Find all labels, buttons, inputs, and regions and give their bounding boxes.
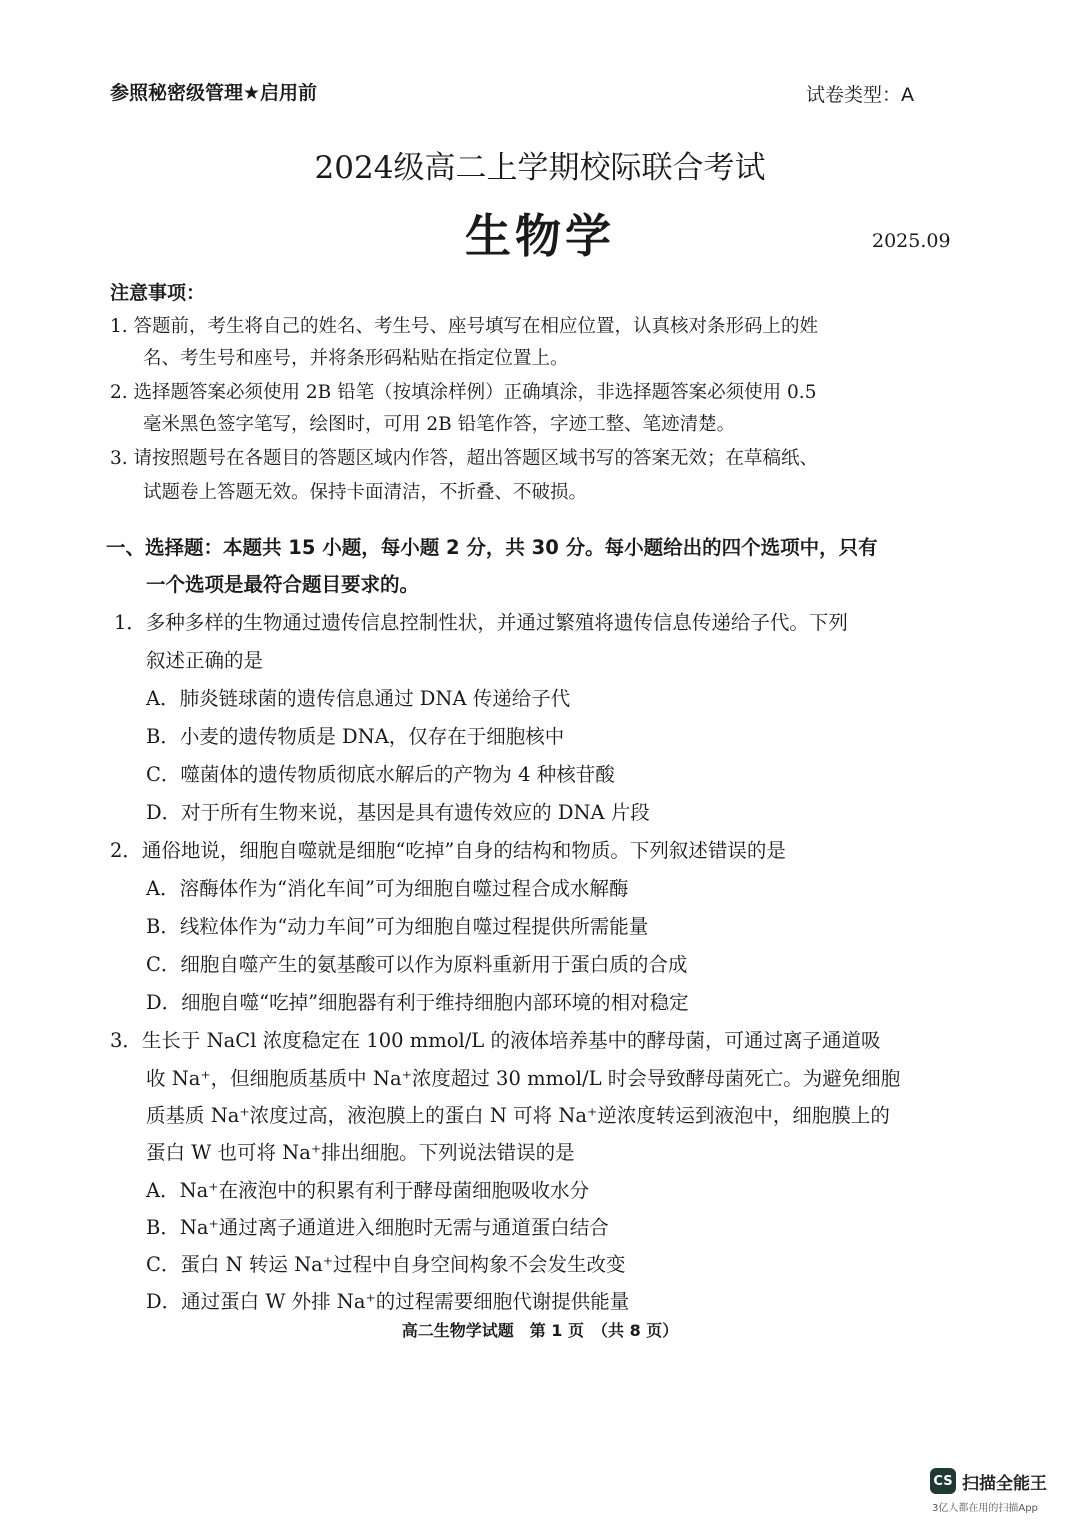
page-footer: 高二生物学试题 第 1 页 （共 8 页）	[401, 1321, 679, 1340]
question-stem: 质基质 Na⁺浓度过高，液泡膜上的蛋白 N 可将 Na⁺逆浓度转运到液泡中，细胞膜上的	[146, 1104, 890, 1127]
option-c: C．细胞自噬产生的氨基酸可以作为原料重新用于蛋白质的合成	[146, 953, 688, 976]
option-d: D．对于所有生物来说，基因是具有遗传效应的 DNA 片段	[146, 801, 650, 824]
question-stem: 叙述正确的是	[146, 649, 264, 672]
option-c: C．蛋白 N 转运 Na⁺过程中自身空间构象不会发生改变	[146, 1253, 626, 1276]
question-stem: 蛋白 W 也可将 Na⁺排出细胞。下列说法错误的是	[146, 1141, 575, 1164]
camscanner-logo-icon: CS	[930, 1468, 956, 1494]
question-stem: 2．通俗地说，细胞自噬就是细胞“吃掉”自身的结构和物质。下列叙述错误的是	[110, 839, 786, 862]
scanner-brand: 扫描全能王	[962, 1473, 1047, 1494]
notice-line: 2. 选择题答案必须使用 2B 铅笔（按填涂样例）正确填涂，非选择题答案必须使用 0.5	[110, 382, 817, 403]
subject-title: 生物学	[465, 209, 615, 263]
question-stem: 1．多种多样的生物通过遗传信息控制性状，并通过繁殖将遗传信息传递给子代。下列	[114, 611, 848, 634]
option-b: B．小麦的遗传物质是 DNA，仅存在于细胞核中	[146, 725, 565, 748]
section-heading: 一、选择题：本题共 15 小题，每小题 2 分，共 30 分。每小题给出的四个选项中，只有	[106, 536, 878, 559]
confidential-label: 参照秘密级管理★启用前	[110, 82, 318, 104]
scanner-tagline: 3亿人都在用的扫描App	[932, 1503, 1038, 1514]
section-heading: 一个选项是最符合题目要求的。	[146, 573, 420, 596]
option-b: B．线粒体作为“动力车间”可为细胞自噬过程提供所需能量	[146, 915, 649, 938]
exam-date: 2025.09	[872, 230, 951, 252]
notice-line: 试题卷上答题无效。保持卡面清洁，不折叠、不破损。	[143, 482, 588, 503]
option-d: D．通过蛋白 W 外排 Na⁺的过程需要细胞代谢提供能量	[146, 1290, 630, 1313]
notice-line: 名、考生号和座号，并将条形码粘贴在指定位置上。	[143, 348, 569, 369]
option-b: B．Na⁺通过离子通道进入细胞时无需与通道蛋白结合	[146, 1216, 609, 1239]
option-d: D．细胞自噬“吃掉”细胞器有利于维持细胞内部环境的相对稳定	[146, 991, 689, 1014]
paper-type-label: 试卷类型：A	[806, 84, 914, 106]
notice-heading: 注意事项：	[110, 282, 206, 304]
notice-line: 毫米黑色签字笔写，绘图时，可用 2B 铅笔作答，字迹工整、笔迹清楚。	[143, 414, 736, 435]
option-a: A．溶酶体作为“消化车间”可为细胞自噬过程合成水解酶	[146, 877, 629, 900]
option-a: A．肺炎链球菌的遗传信息通过 DNA 传递给子代	[146, 687, 571, 710]
notice-line: 3. 请按照题号在各题目的答题区域内作答，超出答题区域书写的答案无效；在草稿纸、	[110, 448, 819, 469]
question-stem: 3．生长于 NaCl 浓度稳定在 100 mmol/L 的液体培养基中的酵母菌，可通过离子通道吸	[110, 1029, 881, 1052]
question-stem: 收 Na⁺，但细胞质基质中 Na⁺浓度超过 30 mmol/L 时会导致酵母菌死亡。为避免细胞	[146, 1067, 901, 1090]
option-a: A．Na⁺在液泡中的积累有利于酵母菌细胞吸收水分	[146, 1179, 590, 1202]
exam-title: 2024级高二上学期校际联合考试	[314, 150, 766, 186]
notice-line: 1. 答题前，考生将自己的姓名、考生号、座号填写在相应位置，认真核对条形码上的姓	[110, 316, 819, 337]
option-c: C．噬菌体的遗传物质彻底水解后的产物为 4 种核苷酸	[146, 763, 615, 786]
scanner-watermark	[930, 1468, 1047, 1494]
